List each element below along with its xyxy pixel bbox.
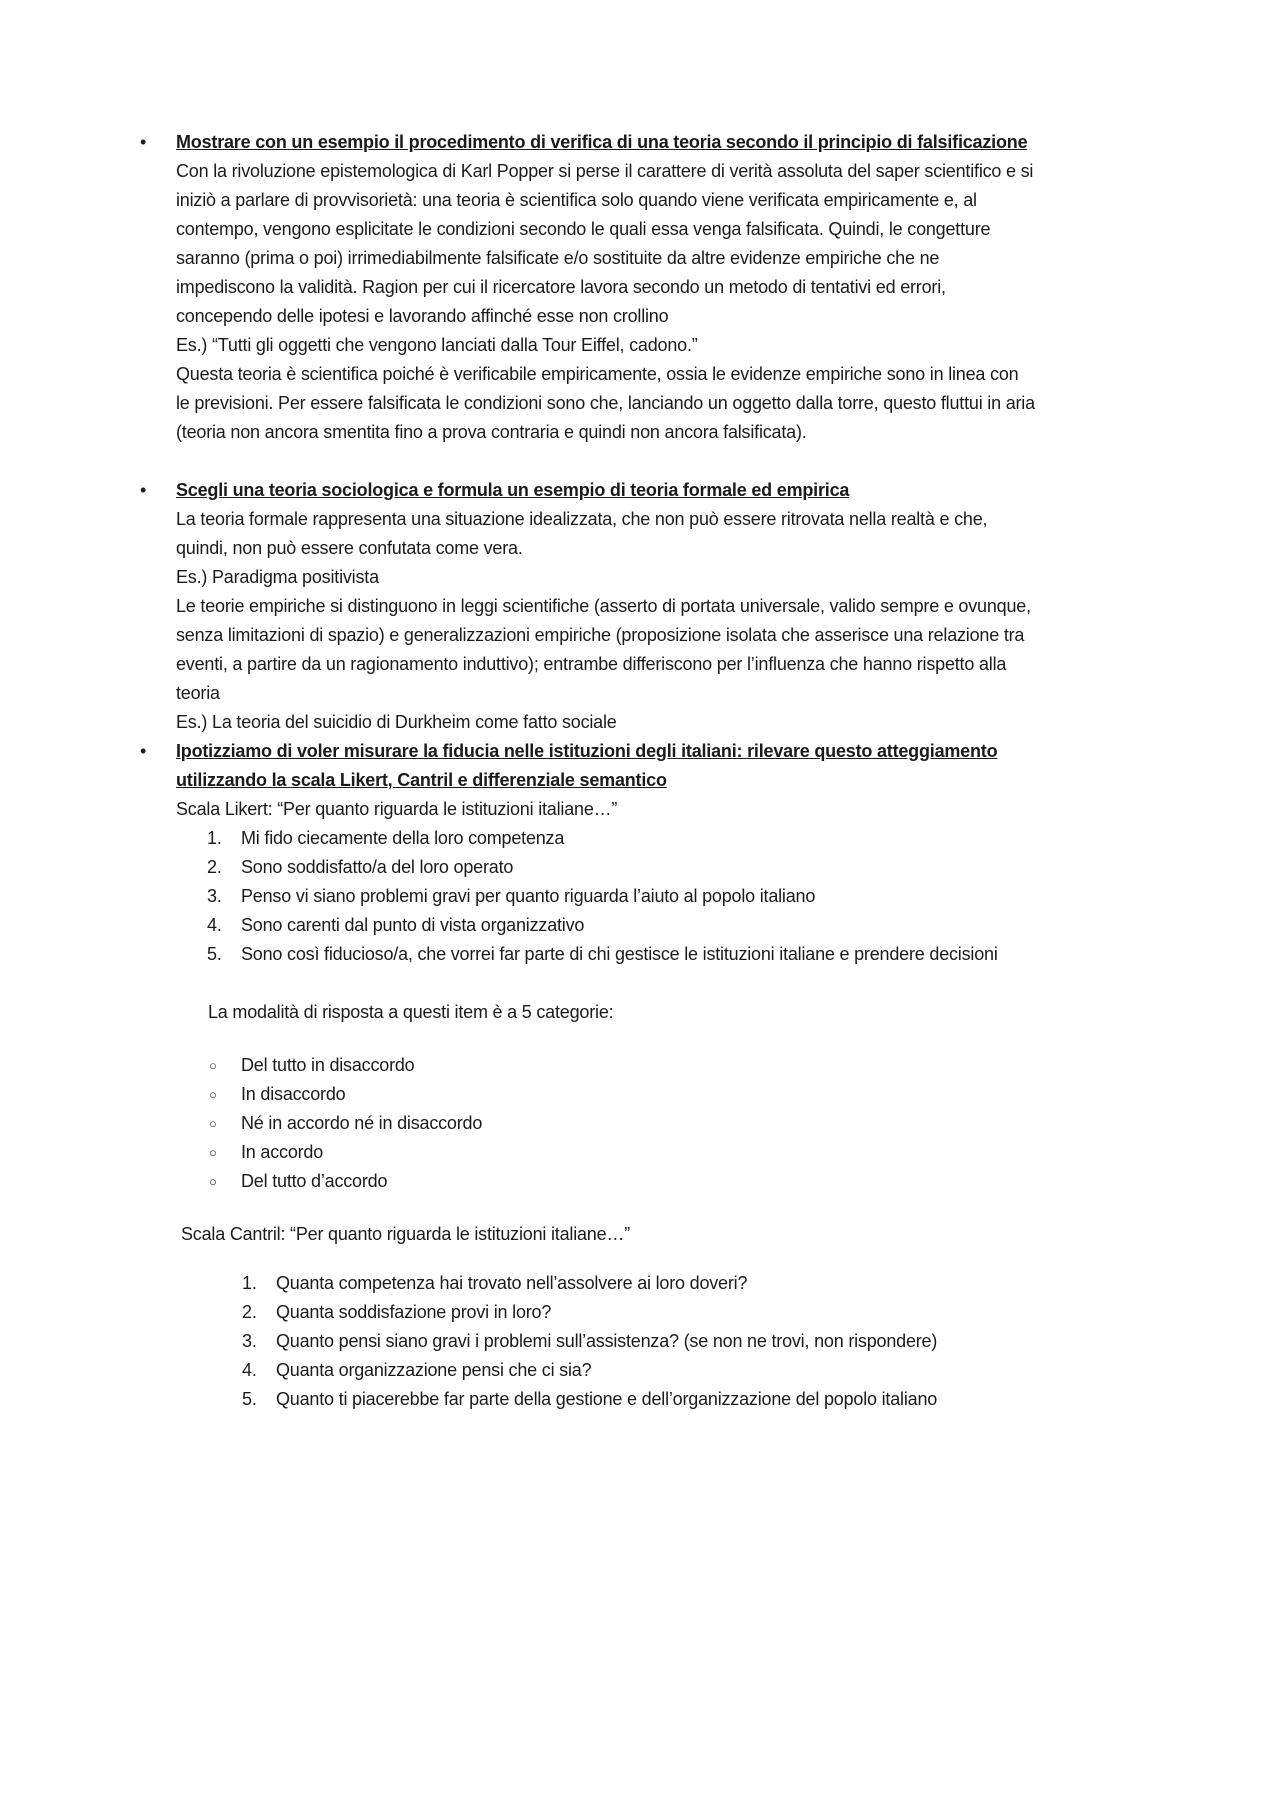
bullet-icon: • <box>140 480 147 500</box>
list-item <box>176 1109 1036 1138</box>
paragraph-example: Es.) Paradigma positivista <box>176 567 379 587</box>
list-item: Quanto pensi siano gravi i problemi sull’assistenza? (se non ne trovi, non rispondere) <box>276 1331 938 1351</box>
circle-bullet-icon: ○ <box>209 1116 217 1131</box>
list-item: Sono così fiducioso/a, che vorrei far parte di chi gestisce le istituzioni italiane e prendere decisioni <box>241 944 998 964</box>
list-item <box>176 1080 1036 1109</box>
circle-bullet-icon: ○ <box>209 1145 217 1160</box>
list-item: Sono soddisfatto/a del loro operato <box>241 857 514 877</box>
list-item: Penso vi siano problemi gravi per quanto riguarda l’aiuto al popolo italiano <box>241 886 816 906</box>
list-item: Quanto ti piacerebbe far parte della gestione e dell’organizzazione del popolo italiano <box>276 1389 938 1409</box>
bullet-icon: • <box>140 132 147 152</box>
category-label: Del tutto d’accordo <box>241 1171 388 1191</box>
category-label: Del tutto in disaccordo <box>241 1055 415 1075</box>
circle-bullet-icon: ○ <box>209 1058 217 1073</box>
section-content <box>176 737 1036 1414</box>
bullet-marker-column <box>140 128 176 157</box>
response-category-list <box>176 1051 1036 1196</box>
list-item: Sono carenti dal punto di vista organizzativo <box>241 915 585 935</box>
paragraph-example: Es.) “Tutti gli oggetti che vengono lanciati dalla Tour Eiffel, cadono.” <box>176 335 698 355</box>
list-item: Quanta organizzazione pensi che ci sia? <box>276 1360 592 1380</box>
cantril-item-list <box>176 1269 1036 1414</box>
category-label: In accordo <box>241 1142 324 1162</box>
bullet-icon: • <box>140 741 147 761</box>
paragraph: La teoria formale rappresenta una situazione idealizzata, che non può essere ritrovata nella realtà e che, quindi, non può essere confutata come vera. <box>176 509 988 558</box>
response-note: La modalità di risposta a questi item è a 5 categorie: <box>208 1002 614 1022</box>
likert-item-list <box>176 824 1036 969</box>
section-content <box>176 476 1036 737</box>
section-teoria-formale <box>140 476 1210 737</box>
list-item <box>176 1138 1036 1167</box>
paragraph: Questa teoria è scientifica poiché è verificabile empiricamente, ossia le evidenze empiriche sono in linea con le previsioni. Per essere falsificata le condizioni sono che, lanciando un oggetto dalla torre, questo fluttui in aria (teoria non ancora smentita fino a prova contraria e quindi non ancora falsificata). <box>176 364 1035 442</box>
category-label: In disaccordo <box>241 1084 346 1104</box>
paragraph: Le teorie empiriche si distinguono in leggi scientifiche (asserto di portata universale, valido sempre e ovunque, senza limitazioni di spazio) e generalizzazioni empiriche (proposizione isolata che asserisce una relazione tra eventi, a partire da un ragionamento induttivo); entrambe differiscono per l’influenza che hanno rispetto alla teoria <box>176 596 1031 703</box>
section-content <box>176 128 1036 447</box>
bullet-marker-column <box>140 476 176 505</box>
list-item <box>176 1051 1036 1080</box>
section-heading: Scegli una teoria sociologica e formula un esempio di teoria formale ed empirica <box>176 480 850 500</box>
section-heading: Mostrare con un esempio il procedimento di verifica di una teoria secondo il principio di falsificazione <box>176 132 1028 152</box>
list-item: Mi fido ciecamente della loro competenza <box>241 828 565 848</box>
bullet-marker-column <box>140 737 176 766</box>
paragraph: Con la rivoluzione epistemologica di Karl Popper si perse il carattere di verità assoluta del saper scientifico e si iniziò a parlare di provvisorietà: una teoria è scientifica solo quando viene verificata empiricamente e, al contempo, vengono esplicitate le condizioni secondo le quali essa venga falsificata. Quindi, le congetture saranno (prima o poi) irrimediabilmente falsificate e/o sostituite da altre evidenze empiriche che ne impediscono la validità. Ragion per cui il ricercatore lavora secondo un metodo di tentativi ed errori, concependo delle ipotesi e lavorando affinché esse non crollino <box>176 161 1034 326</box>
section-scale-misurazione <box>140 737 1210 1414</box>
likert-intro: Scala Likert: “Per quanto riguarda le istituzioni italiane…” <box>176 799 618 819</box>
cantril-intro: Scala Cantril: “Per quanto riguarda le istituzioni italiane…” <box>181 1224 631 1244</box>
category-label: Né in accordo né in disaccordo <box>241 1113 483 1133</box>
circle-bullet-icon: ○ <box>209 1174 217 1189</box>
paragraph-example: Es.) La teoria del suicidio di Durkheim come fatto sociale <box>176 712 617 732</box>
list-item <box>176 1167 1036 1196</box>
list-item: Quanta soddisfazione provi in loro? <box>276 1302 552 1322</box>
section-heading: Ipotizziamo di voler misurare la fiducia nelle istituzioni degli italiani: rilevare questo atteggiamento utilizzando la scala Likert, Cantril e differenziale semantico <box>176 741 998 790</box>
section-falsificazione <box>140 128 1210 447</box>
circle-bullet-icon: ○ <box>209 1087 217 1102</box>
list-item: Quanta competenza hai trovato nell’assolvere ai loro doveri? <box>276 1273 748 1293</box>
